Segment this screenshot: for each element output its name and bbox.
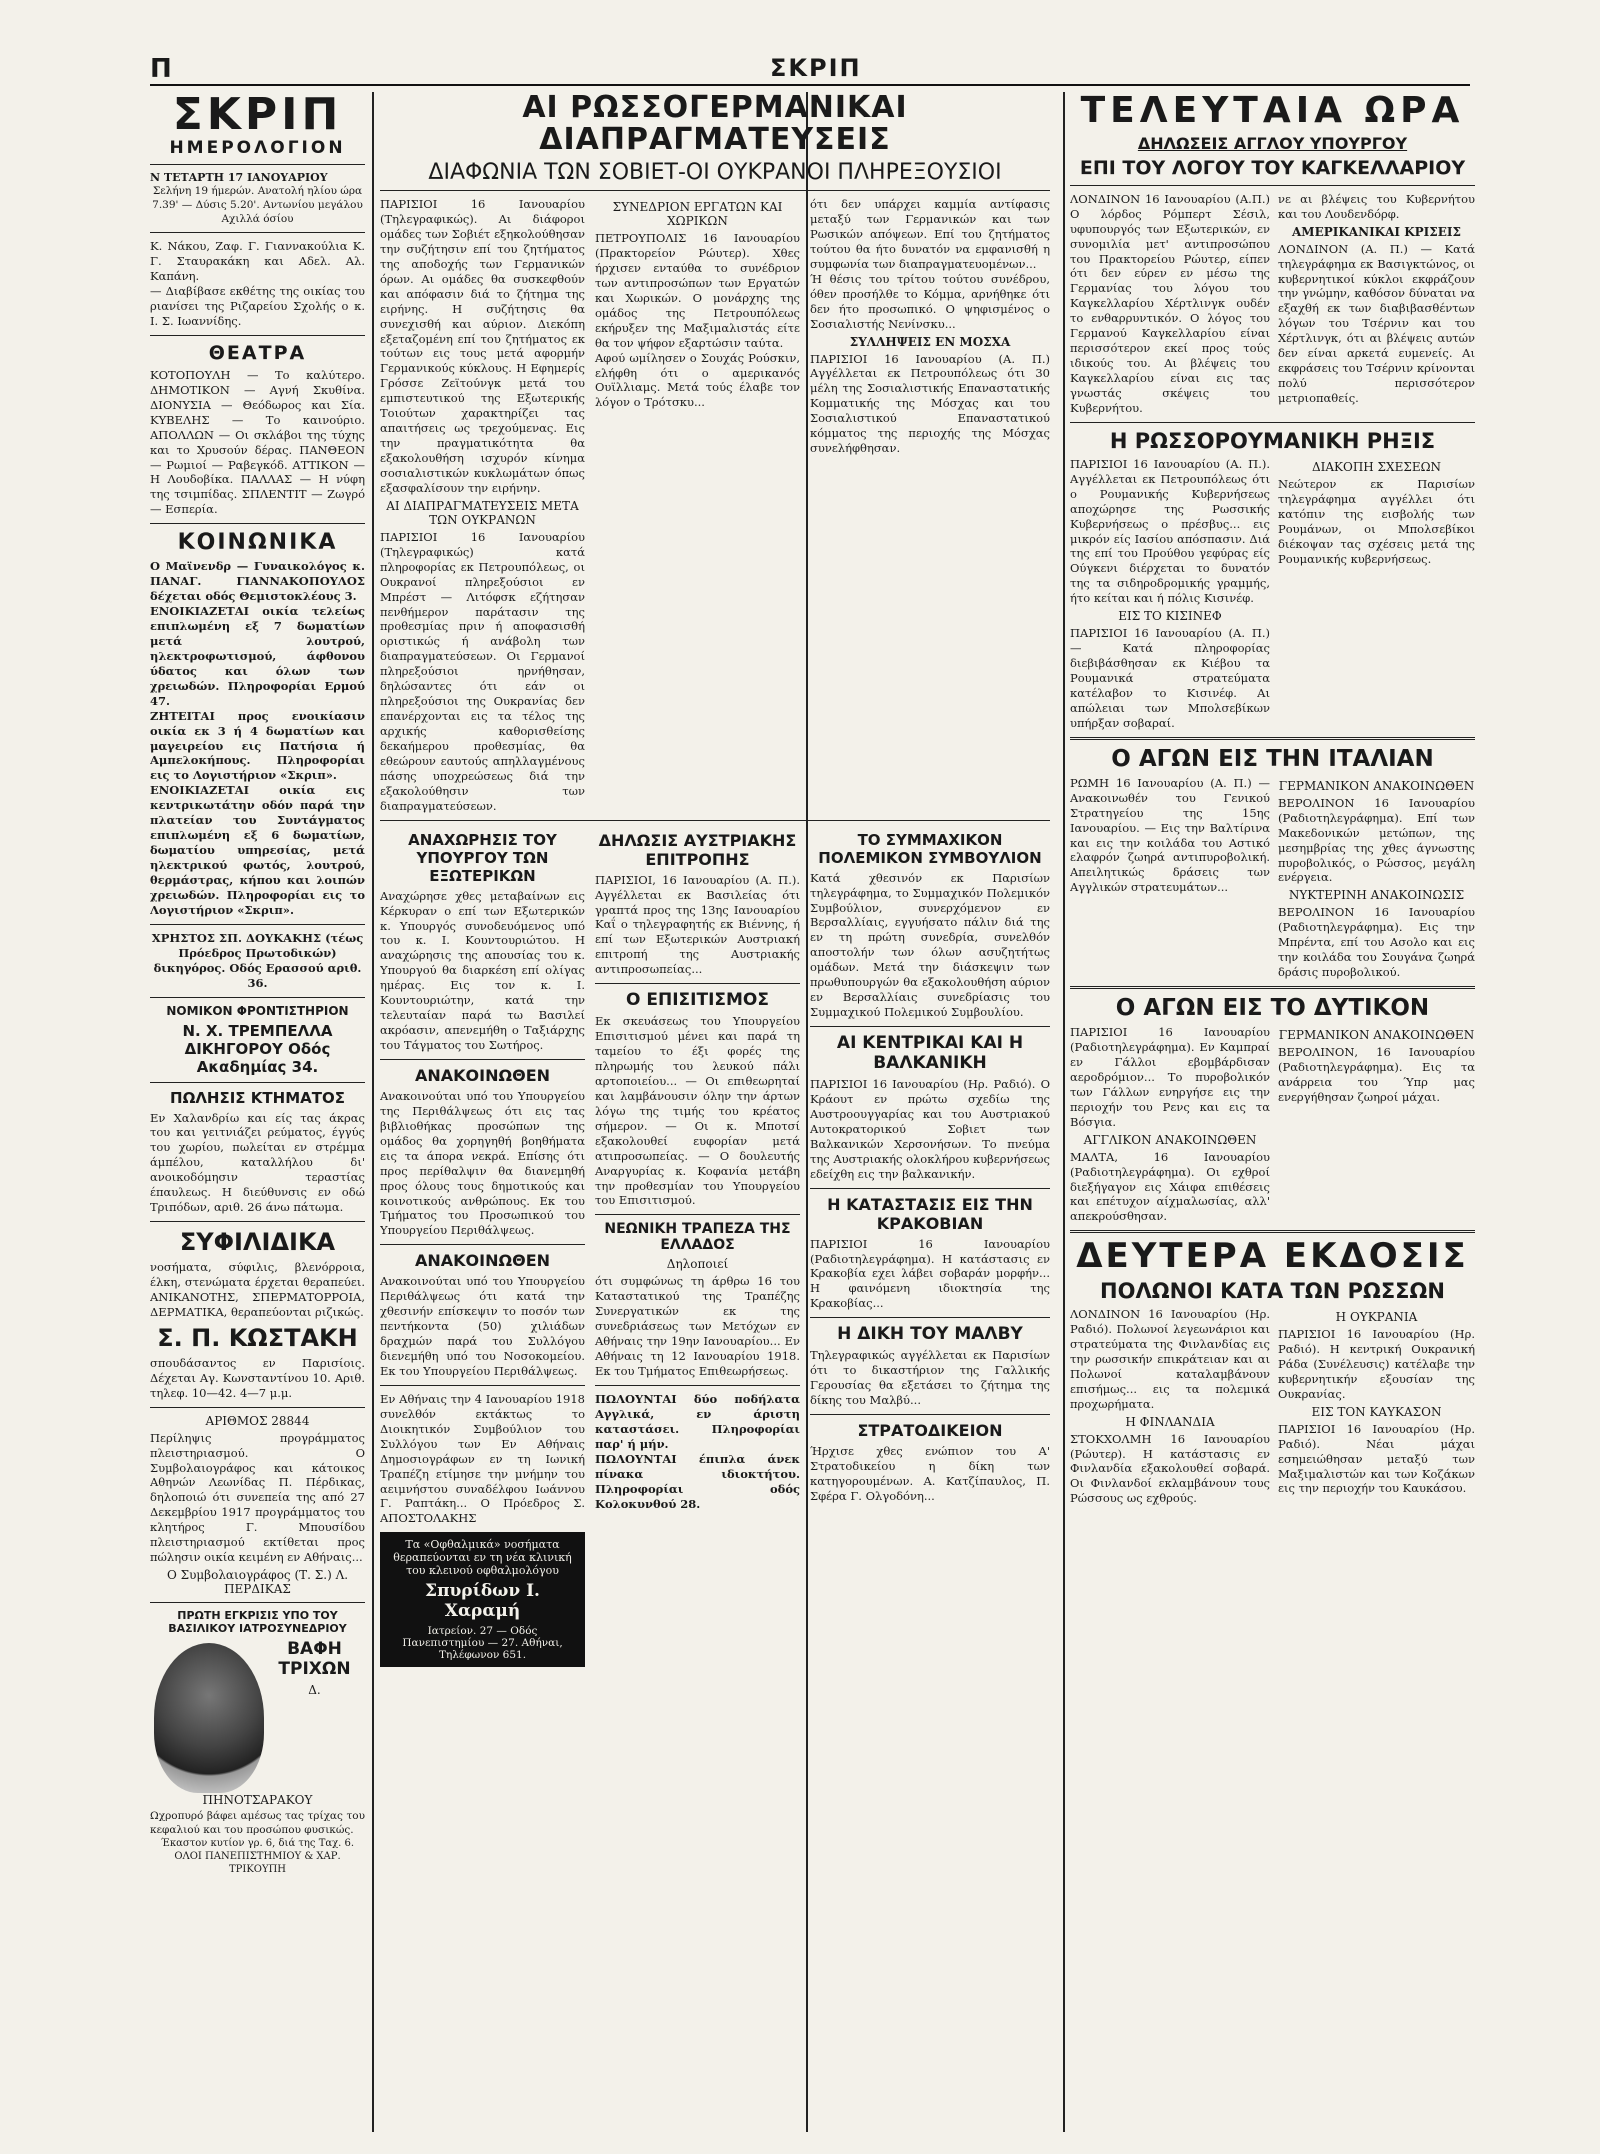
social-text: Ο Μαϊνενδρ — Γυναικολόγος κ. ΠΑΝΑΓ. ΓΙΑΝΝΑΚΟΠΟΥΛΟΣ δέχεται οδός Θεμιστοκλέους 3. xyxy=(150,559,365,604)
notice-number: ΑΡΙΘΜΟΣ 28844 xyxy=(205,1413,310,1428)
eye-clinic-ad xyxy=(380,1532,585,1667)
calendar-title: ΗΜΕΡΟΛΟΓΙΟΝ xyxy=(169,138,346,159)
minister-departure-text: Αναχώρησε χθες μεταβαίνων εις Κέρκυραν ο επί των Εξωτερικών κ. Υπουργός συνοδευόμενος υπό του κ. Ι. Κουντουριώτου. Η αναχώρησις της απουσίας του κ. Υπουργού θα διαρκέση επί ολίγας ημέρας. Εις τον κ. Ι. Κουντουριώτην, κατά την τελευταίαν παρά τω Βασιλεί ακρόασιν, απενεμήθη ο Ταξιάρχης του Τάγματος του Σωτήρος. xyxy=(380,888,585,1053)
column-rule xyxy=(372,92,374,2132)
calendar-date: Ν ΤΕΤΑΡΤΗ 17 ΙΑΝΟΥΑΡΙΟΥ xyxy=(150,171,328,185)
subhead-ukraine: Η ΟΥΚΡΑΝΙΑ xyxy=(1335,1310,1418,1325)
subhead-western-front: Ο ΑΓΩΝ ΕΙΣ ΤΟ ΔΥΤΙΚΟΝ xyxy=(1115,995,1430,1022)
main-subheadline: ΔΙΑΦΩΝΙΑ ΤΩΝ ΣΟΒΙΕΤ-ΟΙ ΟΥΚΡΑΝΟΙ ΠΛΗΡΕΞΟΥΣΙΟΙ xyxy=(428,160,1002,185)
announcement-2-text: Ανακοινούται υπό του Υπουργείου Περιθάλψεως ότι κατά την χθεσινήν επίσκεψιν το ποσόν των πεντήκοντα (50) χιλιάδων δραχμών παρά του Συλλόγου διενεμήθη υπό του Νοσοκομείου. Εκ του Υπουργείου Περιθάλψεως. xyxy=(380,1274,585,1378)
poles-russians-text: ΛΟΝΔΙΝΟΝ 16 Ιανουαρίου (Ηρ. Ραδιό). Πολωνοί λεγεωνάριοι και στρατεύματα της Φινλανδίας εις την ρωσσικήν επικράτειαν και αι Πολωνοί καταλαμβάνουν επισήμως... εις τα πολεμικά προχωρήματα. xyxy=(1070,1307,1270,1411)
german-communique-text: ΒΕΡΟΛΙΝΟΝ 16 Ιανουαρίου (Ραδιοτηλεγράφημα). Επί των Μακεδονικών μετώπων, της μεσημβρίας της χθες άγνωστης πυροβολικός, ο Ρώσσος, μεγάλη ενέργεια. xyxy=(1278,795,1475,885)
dye-name: Δ. ΠΗΝΟΤΣΑΡΑΚΟΥ xyxy=(202,1683,321,1808)
malvy-trial-text: Τηλεγραφικώς αγγέλλεται εκ Παρισίων ότι το δικαστήριον της Γαλλικής Γερουσίας θα εξετάσει το ζήτημα της δίκης του Μαλβύ... xyxy=(810,1348,1050,1408)
bicycles-sale: ΠΩΛΟΥΝΤΑΙ δύο ποδήλατα Αγγλικά, εν άριστη καταστάσει. Πληροφορίαι παρ' ή μήν. xyxy=(595,1391,800,1451)
syph-text: νοσήματα, σύφιλις, βλενόρροια, έλκη, στενώματα έρχεται θεραπεύει. ΑΝΙΚΑΝΟΤΗΣ, ΣΠΕΡΜΑΤΟΡΡΟΙΑ, ΔΕΡΜΑΤΙΚΑ, θεραπεύονται ριζικώς. xyxy=(150,1260,365,1319)
subhead-night-communique: ΝΥΚΤΕΡΙΝΗ ΑΝΑΚΟΙΝΩΣΙΣ xyxy=(1288,888,1465,903)
subhead-italy-front: Ο ΑΓΩΝ ΕΙΣ ΤΗΝ ΙΤΑΛΙΑΝ xyxy=(1111,745,1434,772)
rent-ad-1: ΕΝΟΙΚΙΑΖΕΤΑΙ οικία τελείως επιπλωμένη εξ 7 δωματίων μετά λουτρού, ηλεκτροφωτισμού, άφθονου ύδατος και όλων των χρειωδών. Πληροφορίαι Ερμού 47. xyxy=(150,604,365,708)
caucasus-text: ΠΑΡΙΣΙΟΙ 16 Ιανουαρίου (Ηρ. Ραδιό). Νέαι μάχαι εσημειώθησαν μεταξύ των Μαξιμαλιστών και των Κοζάκων εις την περιοχήν του Καυκάσου. xyxy=(1278,1421,1475,1496)
ukraine-talks-text: ΠΑΡΙΣΙΟΙ 16 Ιανουαρίου (Τηλεγραφικώς) κατά πληροφορίας εκ Πετρουπόλεως, οι Ουκρανοί πληρεξούσιοι εν Μπρέστ — Λιτόφσκ εζήτησαν πενθήμερον παράτασιν της προθεσμίας πριν ή αποφασισθή οριστικώς ή ανάβολη των διαπραγματεύσεων. Οι Γερμανοί πληρεξούσιοι ηρνήθησαν, δηλώσαντες ότι εάν οι πληρεξούσιοι της Ουκρανίας δεν επανέρχονται εις τα τέλος της αρχικής καθορισθείσης δεκαήμερου προθεσμίας, θα εθεώρουν εαυτούς απηλλαγμένους πάσης υποχρεώσεως διά την εξακολούθησιν των διαπραγματεύσεων. xyxy=(380,529,585,813)
main-headline: ΑΙ ΡΩΣΣΟΓΕΡΜΑΝΙΚΑΙ ΔΙΑΠΡΑΓΜΑΤΕΥΣΕΙΣ xyxy=(522,92,908,157)
talks-continued: ότι δεν υπάρχει καμμία αντίφασις μεταξύ των Γερμανικών και των Ρωσικών απόψεων. Επί του ζητήματος τούτου θα ήτο δυνατόν να εμφανισθή η συμφωνία των διαπραγματευομένων... xyxy=(810,197,1050,271)
eye-clinic-title: Τα «Οφθαλμικά» νοσήματα θεραπεύονται εν τη νέα κλινική του κλεινού οφθαλμολόγου xyxy=(393,1538,572,1578)
subhead-german-communique-2: ΓΕΡΜΑΝΙΚΟΝ ΑΝΑΚΟΙΝΩΘΕΝ xyxy=(1278,1028,1475,1043)
ukraine-text: ΠΑΡΙΣΙΟΙ 16 Ιανουαρίου (Ηρ. Ραδιό). Η κεντρική Ουκρανική Ράδα (Συνέλευσις) κατέλαβε την κυβερνητικήν εξουσίαν της Ουκρανίας. xyxy=(1278,1327,1475,1401)
doctor-name: Σ. Π. ΚΩΣΤΑΚΗ xyxy=(157,1323,358,1352)
notice-signature: Ο Συμβολαιογράφος (Τ. Σ.) Λ. ΠΕΡΔΙΚΑΣ xyxy=(166,1568,349,1597)
moscow-arrests-text: ΠΑΡΙΣΙΟΙ 16 Ιανουαρίου (Α. Π.) Αγγέλλεται εκ Πετρουπόλεως ότι 30 μέλη της Σοσιαλιστικής Επαναστατικής Κομματικής της Μόσχας και του Σοσιαλιστικού Επαναστατικού κόμματος της περιοχής της Μόσχας συνελήφθησαν. xyxy=(810,351,1050,456)
subhead-german-communique: ΓΕΡΜΑΝΙΚΟΝ ΑΝΑΚΟΙΝΩΘΕΝ xyxy=(1278,778,1475,793)
dye-head: ΠΡΩΤΗ ΕΓΚΡΙΣΙΣ ΥΠΟ ΤΟΥ ΒΑΣΙΛΙΚΟΥ ΙΑΤΡΟΣΥΝΕΔΡΙΟΥ xyxy=(168,1609,347,1636)
bank-declares: Δηλοποιεί xyxy=(666,1257,729,1272)
pharmacies-text: Κ. Νάκου, Ζαφ. Γ. Γιαννακούλια Κ. Γ. Σταυρακάκη και Αδελ. Αλ. Καπάνη. xyxy=(150,239,365,284)
subhead-ukraine-talks: ΑΙ ΔΙΑΠΡΑΓΜΑΤΕΥΣΕΙΣ ΜΕΤΑ ΤΩΝ ΟΥΚΡΑΝΩΝ xyxy=(386,498,579,527)
furniture-sale: ΠΩΛΟΥΝΤΑΙ έπιπλα άνεκ πίνακα ιδιοκτήτου. Πληροφορίαι οδός Κολοκυνθού 28. xyxy=(595,1451,800,1511)
subhead-bank: ΝΕΩΝΙΚΗ ΤΡΑΠΕΖΑ ΤΗΣ ΕΛΛΑΔΟΣ xyxy=(604,1221,791,1254)
subhead-american-crises: ΑΜΕΡΙΚΑΝΙΚΑΙ ΚΡΙΣΕΙΣ xyxy=(1291,224,1462,239)
woman-portrait-image xyxy=(154,1643,264,1793)
subhead-break-relations: ΔΙΑΚΟΠΗ ΣΧΕΣΕΩΝ xyxy=(1311,459,1442,474)
page-letter: Π xyxy=(150,54,172,84)
eye-clinic-address: Ιατρείον. 27 — Οδός Πανεπιστημίου — 27. Αθήναι, Τηλέφωνον 651. xyxy=(402,1625,563,1662)
pharmacies-note: — Διαβίβασε εκθέτης της οικίας του ριανίσει της Ριζαρείου Σχολής ο κ. Ι. Σ. Ιωαννίδης. xyxy=(150,284,365,328)
journalists-notice: Εν Αθήναις την 4 Ιανουαρίου 1918 συνελθόν εκτάκτως το Διοικητικόν Συμβούλιον του Συλλόγου των Εν Αθήναις Δημοσιογράφων εν τη Ιωνική Τραπέζη ετίμησε την μνήμην του αειμνήστου συναδέλφου Ιωάννου Γ. Ραπτάκη... Ο Πρόεδρος Σ. ΑΠΟΣΤΟΛΑΚΗΣ xyxy=(380,1391,585,1526)
lead-article: ΠΑΡΙΣΙΟΙ 16 Ιανουαρίου (Τηλεγραφικώς). Αι διάφοροι ομάδες των Σοβιέτ εξηκολούθησαν την συζήτησιν επί του ζητήματος της αποδοχής των Γερμανικών όρων. Αι ομάδες θα συσκεφθούν και απόφασιν διά το ζήτημα της ειρήνης. Η συζήτησις θα συνεχισθή και αύριον. Διεκόπη εξεταζομένη επί του ζητήματος εκ τούτων εις τους μετά αφορμήν Γερμανικούς κύκλους. Η Εφημερίς Γρόσσε Ζεϊτούνγκ μετά του εμπιστευτικού της Εξωτερικής Τοιούτων χαρακτηρίζει τας απαιτήσεις ως τρεχούμενας. Εις την πραγματικότητα θα εξακολουθήση ισχυρόν κίνημα σοσιαλιστικών κυκλωμάτων όπως εξασφαλίσουν την ειρήνην. xyxy=(380,197,585,495)
subhead-english-minister: ΔΗΛΩΣΕΙΣ ΑΓΓΛΟΥ ΥΠΟΥΡΓΟΥ xyxy=(1137,133,1408,153)
sale-text: Εν Χαλανδρίω και είς τας άκρας του και γειτνιάζει ρεύματος, έγγύς του χωρίου, πωλείται εν στρέμμα άμπέλου, καταλλήλου δι' ανοικοδόμησιν τεραστίας έπαυλεως. Η διεύθυνσις εν οδώ Τριπόδων, αριθ. 26 άνω πάτωμα. xyxy=(150,1110,365,1215)
social-heading: ΚΟΙΝΩΝΙΚΑ xyxy=(177,530,338,556)
subhead-caucasus: ΕΙΣ ΤΟΝ ΚΑΥΚΑΣΟΝ xyxy=(1311,1404,1442,1419)
english-communique-text: ΜΑΛΤΑ, 16 Ιανουαρίου (Ραδιοτηλεγράφημα). Οι εχθροί διεξήγαγον εις Χάιφα επιθέσεις και επέτυχον αίχμαλωσίας, αλλ' απεκρούσθησαν. xyxy=(1070,1149,1270,1224)
subhead-malvy-trial: Η ΔΙΚΗ ΤΟΥ ΜΑΛΒΥ xyxy=(837,1324,1023,1345)
rent-ad-2: ΖΗΤΕΙΤΑΙ προς ενοικίασιν οικία εκ 3 ή 4 δωματίων και μαγειρείου εις Πατήσια ή Αμπελοκήπους. Πληροφορίαι εις το Λογιστήριον «Σκριπ». xyxy=(150,708,365,783)
italy-front-text: ΡΩΜΗ 16 Ιανουαρίου (Α. Π.) — Ανακοινωθέν του Γενικού Στρατηγείου της 15ης Ιανουαρίου. — Εις την Βαλτίρινα και εις την κοιλάδα του Αστικό ελαφρόν ζωηρά αντιπυροβολική. Απειλητικώς δράσεις των Αγγλικών στρατευμάτων... xyxy=(1070,775,1270,895)
supply-text: Εκ σκευάσεως του Υπουργείου Επισιτισμού μένει και παρά τη ταμείου το έξι φορές της πληρωμής του λευκού πάλι αρτοποιείου... — Οι επιθεωρηταί και λαμβάνουσιν όλην την άρτων λόγω της τιμής του κρέατος σήμερον. — Οι κ. Μποτσί εξακολουθεί ευφορίαν μετά ατιπροσωπείας. — Ο δουλευτής Αναργυρίας κ. Κοφανία μετάβη την προθεσμίαν του Υπουργείου του Επισιτισμού. xyxy=(595,1014,800,1208)
cecil-statement: ΛΟΝΔΙΝΟΝ 16 Ιανουαρίου (Α.Π.) Ο λόρδος Ρόμπερτ Σέσιλ, υφυπουργός των Εξωτερικών, εν συνομιλία μετ' αντιπροσώπου του Πρακτορείου Ρώυτερ, είπεν ότι δεν εύρεν εν μέσω της Γερμανίας του λόγου του Καγκελλαρίου Χέρτλινγκ ουδέν το ενθαρρυντικόν. Ο λόγος του Γερμανού Καγκελλαρίου είναι περισσότερον εκεί προς τούς ιδικούς του. Αι βλέψεις του Καγκελλαρίου είναι εις τας γνωστάς σκέψεις του Κυβερνήτου. xyxy=(1070,191,1270,415)
subhead-announcement-2: ΑΝΑΚΟΙΝΩΘΕΝ xyxy=(414,1251,551,1271)
lawyer-ad-2-title: ΝΟΜΙΚΟΝ ΦΡΟΝΤΙΣΤΗΡΙΟΝ xyxy=(166,1003,349,1018)
subhead-court-martial: ΣΤΡΑΤΟΔΙΚΕΙΟΝ xyxy=(857,1421,1003,1441)
break-relations-text: Νεώτερον εκ Παρισίων τηλεγράφημα αγγέλλει ότι κατόπιν της εισβολής των Ρουμάνων, οι Μπολσεβίκοι διέκοψαν τας σχέσεις μετά της Ρουμανικής κυβερνήσεως. xyxy=(1278,476,1475,566)
workers-congress-text: ΠΕΤΡΟΥΠΟΛΙΣ 16 Ιανουαρίου (Πρακτορείον Ρώυτερ). Χθες ήρχισεν ενταύθα το συνέδριον των αντιπροσώπων των Εργατών και Χωρικών. Ο μονάρχης της ομάδος της Πετρουπόλεως εκήρυξεν της Μαξιμαλιστάς είτε θα τον ψήφον εξαρτώσιν ταύτα. xyxy=(595,231,800,350)
war-council-text: Κατά χθεσινόν εκ Παρισίων τηλεγράφημα, το Συμμαχικόν Πολεμικόν Συμβούλιον, συνερχόμενον εν Βερσαλλίαις, εγγυήσατο πάλιν διά της εν τη πρώτη συνεδρία, συνελθόν αποστολήν των όλων ασυζητήτως ομάδων. Μετά την διάσκεψιν των πρωθυπουργών θα εξακολουθήση αύριον εν Βερσαλλίαις συνεδρίασις του Συμμαχικού Πολεμικού Συμβουλίου. xyxy=(810,870,1050,1020)
balkans-text: ΠΑΡΙΣΙΟΙ 16 Ιανουαρίου (Ηρ. Ραδιό). Ο Κράουτ εν πρώτω σχεδίω της Αυστροουγγαρίας και του Αυστριακού Αυτοκρατορικού Σοβιετ των Βαλκανικών Χερσονήσων. Το πνεύμα της Αυστριακής ολοκλήρου κυβερνήσεως εδείχθη εις την βαλκανικήν. xyxy=(810,1077,1050,1181)
court-martial-text: Ήρχισε χθες ενώπιον του Α' Στρατοδικείου η δίκη των κατηγορουμένων. Α. Κατζίπαυλος, Π. Σφέρα Γ. Ολγοδόνη... xyxy=(810,1444,1050,1503)
eye-clinic-doctor: Σπυρίδων Ι. Χαραμή xyxy=(425,1581,540,1622)
syph-title: ΣΥΦΙΛΙΔΙΚΑ xyxy=(179,1228,336,1257)
column-rule xyxy=(1063,92,1065,2132)
american-crises-text: ΛΟΝΔΙΝΟΝ (Α. Π.) — Κατά τηλεγράφημα εκ Βασιγκτώνος, οι κυβερνητικοί κύκλοι εκφράζουν την γνώμην, καθόσον δύναται να εξαχθή εκ των διαβιβασθέντων λόγων του Τσέρνιν και του Χέρτλινγκ, ότι αι βλέψεις αυτών δεν είναι αρκετά ευμενείς. Αι εκφράσεις του Τσέρνιν κρίνονται πολύ περισσότερον μετριοπαθείς. xyxy=(1278,241,1475,406)
subhead-announcement-1: ΑΝΑΚΟΙΝΩΘΕΝ xyxy=(414,1065,551,1085)
left-column xyxy=(150,92,365,2132)
last-hour-headline: ΤΕΛΕΥΤΑΙΑ ΩΡΑ xyxy=(1080,92,1465,131)
talks-continued-2: Ή θέσις του τρίτου τούτου συνέδρου, όθεν προσήλθε το Κόμμα, αρνήθηκε ότι δεν ήτο προσωπικό. Ο ψηφισμένος ο Σοσιαλιστής Νενίνσκυ... xyxy=(810,271,1050,331)
subhead-supply: Ο ΕΠΙΣΙΤΙΣΜΟΣ xyxy=(626,990,769,1011)
subhead-chancellor-speech: ΕΠΙ ΤΟΥ ΛΟΓΟΥ ΤΟΥ ΚΑΓΚΕΛΛΑΡΙΟΥ xyxy=(1079,156,1466,179)
center-column xyxy=(380,92,1050,2132)
subhead-moscow-arrests: ΣΥΛΛΗΨΕΙΣ ΕΝ ΜΟΣΧΑ xyxy=(849,334,1011,349)
bank-text: ότι συμφώνως τη άρθρω 16 του Καταστατικού της Τραπέζης Συνεργατικών εκ της συνεδριάσεως των Μετόχων εν Αθήναις την 19ην Ιανουαρίου... Εν Αθήναις τη 12 Ιανουαρίου 1918. Εκ του Τμήματος Επιθεωρήσεως. xyxy=(595,1274,800,1379)
subhead-finland: Η ΦΙΝΛΑΝΔΙΑ xyxy=(1125,1414,1215,1429)
night-communique-text: ΒΕΡΟΛΙΝΟΝ 16 Ιανουαρίου (Ραδιοτηλεγράφημα). Εις την Μπρέντα, επί του Ασολο και εις την κοιλάδα του Σουγάνα ζωηρά δράσις πυροβολικού. xyxy=(1278,905,1475,980)
workers-congress-cont: Αφού ωμίλησεν ο Σουχάς Ρούσκιν, ελήφθη ότι ο αμερικανός Ουϊλλιαμς. Μετά τούς έλαβε τον λόγον ο Τρότσκυ... xyxy=(595,350,800,410)
sale-title: ΠΩΛΗΣΙΣ ΚΤΗΜΑΤΟΣ xyxy=(170,1088,345,1107)
lawyer-ad-2: Ν. Χ. ΤΡΕΜΠΕΛΛΑ ΔΙΚΗΓΟΡΟΥ Οδός Ακαδημίας 34. xyxy=(182,1021,333,1076)
subhead-romania-rupture: Η ΡΩΣΣΟΡΟΥΜΑΝΙΚΗ ΡΗΞΙΣ xyxy=(1109,428,1436,453)
western-front-text: ΠΑΡΙΣΙΟΙ 16 Ιανουαρίου (Ραδιοτηλεγράφημα). Εν Καμπραί εν Γάλλοι εβομβάρδισαν αεροδρόμιον... Το πυροβολικόν των Γάλλων ενηργήσε εις την περιοχήν του Ρενς και εις τα Βόσγια. xyxy=(1070,1025,1270,1129)
subhead-kishinev: ΕΙΣ ΤΟ ΚΙΣΙΝΕΦ xyxy=(1118,609,1222,624)
subhead-minister-departure: ΑΝΑΧΩΡΗΣΙΣ ΤΟΥ ΥΠΟΥΡΓΟΥ ΤΩΝ ΕΞΩΤΕΡΙΚΩΝ xyxy=(408,830,557,885)
page-header xyxy=(150,52,1470,86)
doctor-address: σπουδάσαντος εν Παρισίοις. Δέχεται Αγ. Κωνσταντίνου 10. Αριθ. τηλεφ. 10—42. 4—7 μ.μ. xyxy=(150,1355,365,1400)
subhead-poles-russians: ΠΟΛΩΝΟΙ ΚΑΤΑ ΤΩΝ ΡΩΣΣΩΝ xyxy=(1100,1279,1445,1304)
notice-text: Περίληψις προγράμματος πλειστηριασμού. Ο Συμβολαιογράφος και κάτοικος Αθηνών Λεωνίδας Π. Πέρδικας, δηλοποιώ ότι συνεπεία της από 27 Δεκεμβρίου 1917 προγράμματος του κλητήρος Γ. Μπουσίδου πλειστηριασμού εκτίθεται προς πώλησιν οικία κειμένη εν Αθήναις... xyxy=(150,1430,365,1565)
lawyer-ad-1: ΧΡΗΣΤΟΣ ΣΠ. ΔΟΥΚΑΚΗΣ (τέως Πρόεδρος Πρωτοδικών) δικηγόρος. Οδός Ερασσού αριθ. 36. xyxy=(151,930,364,990)
rent-ad-3: ΕΝΟΙΚΙΑΖΕΤΑΙ οικία εις κεντρικωτάτην οδόν παρά την πλατείαν του Συντάγματος επιπλωμένη εξ 6 δωματίων, δωματίου υπηρεσίας, μετά ηλεκτρικού φωτός, λουτρού, θερμάστρας, κήπου και λοιπών χρειωδών. Πληροφορίαι εις το Λογιστήριον «Σκριπ». xyxy=(150,783,365,917)
announcement-1-text: Ανακοινούται υπό του Υπουργείου της Περιθάλψεως ότι εις τας βιβλιοθήκας προσώπων της ομάδος θα χορηγηθή βοηθήματα εις τα άπορα νεκρά. Επίσης ότι προς περίθαλψιν θα διανεμηθή προς όλους τους δημοτικούς και κοινοτικούς ανθρώπους. Εκ του Τμήματος του Προσωπικού του Υπουργείου Περιθάλψεως. xyxy=(380,1088,585,1238)
theatres-list: ΚΟΤΟΠΟΥΛΗ — Το καλύτερο. ΔΗΜΟΤΙΚΟΝ — Αγνή Σκυθίνα. ΔΙΟΝΥΣΙΑ — Θεόδωρος και Σία. ΚΥΒΕΛΗΣ — Το καινούριο. ΑΠΟΛΛΩΝ — Οι σκλάβοι της τύχης και το Χρυσούν δέρας. ΠΑΝΘΕΟΝ — Ρωμιοί — Ραβεγκόδ. ΑΤΤΙΚΟΝ — Η Λουδοβίκα. ΠΑΛΛΑΣ — Η νύφη της τσιμπίδας. ΣΠΛΕΝΤΙΤ — Ζωγρό — Εσπερία. xyxy=(150,367,365,517)
right-column xyxy=(1070,92,1475,2132)
subhead-workers-congress: ΣΥΝΕΔΡΙΟΝ ΕΡΓΑΤΩΝ ΚΑΙ ΧΩΡΙΚΩΝ xyxy=(612,200,783,229)
dye-title: ΒΑΦΗ ΤΡΙΧΩΝ xyxy=(278,1639,351,1680)
second-edition-headline: ΔΕΥΤΕΡΑ ΕΚΔΟΣΙΣ xyxy=(1076,1236,1469,1277)
subhead-balkans: ΑΙ ΚΕΝΤΡΙΚΑΙ ΚΑΙ Η ΒΑΛΚΑΝΙΚΗ xyxy=(836,1033,1024,1074)
masthead: ΣΚΡΙΠ xyxy=(770,54,862,82)
german-communique-2-text: ΒΕΡΟΛΙΝΟΝ, 16 Ιανουαρίου (Ραδιοτηλεγράφημα). Εις τα ανάρρεια του Ύπρ μας ενεργήθησαν ζωηροί μάχαι. xyxy=(1278,1045,1475,1104)
dye-footer: Έκαστον κυτίον γρ. 6, διά της Ταχ. 6. ΟΛΟΙ ΠΑΝΕΠΙΣΤΗΜΙΟΥ & ΧΑΡ. ΤΡΙΚΟΥΠΗ xyxy=(160,1838,355,1876)
calendar-logo: ΣΚΡΙΠ xyxy=(172,92,343,140)
austrian-commission-text: ΠΑΡΙΣΙΟΙ, 16 Ιανουαρίου (Α. Π.). Αγγέλλεται εκ Βασιλείας ότι γραπτά προς της 13ης Ιανουαρίου Καΐ ο τηλεγραφητής εκ Βιέννης, ή επί των Εξωτερικών Αυστριακή επιτροπή της Αυστριακής αντιπροσωπείας... xyxy=(595,872,800,977)
dye-text: Ωχροπυρό βάφει αμέσως τας τρίχας του κεφαλιού και του προσώπου φυσικώς. xyxy=(150,1810,365,1836)
subhead-krakow: Η ΚΑΤΑΣΤΑΣΙΣ ΕΙΣ ΤΗΝ ΚΡΑΚΟΒΙΑΝ xyxy=(827,1194,1033,1233)
subhead-english-communique: ΑΓΓΛΙΚΟΝ ΑΝΑΚΟΙΝΩΘΕΝ xyxy=(1083,1132,1257,1147)
romania-rupture-text: ΠΑΡΙΣΙΟΙ 16 Ιανουαρίου (Α. Π.). Αγγέλλεται εκ Πετρουπόλεως ότι ο Ρουμανικής Κυβερνήσεως αποχώρησε της Ρωσσικής Κυβερνήσεως ο πρέσβυς... εις μικρόν είς Ιασίου απόσπασιν. Διά της επί του Προύθου γεφύρας είς Ούγκενι διέρχεται το δυνατόν της τα σιδηροδρομικής γραμμής, ήτο κείται και ή πόλις Κισινέφ. xyxy=(1070,456,1270,606)
subhead-war-council: ΤΟ ΣΥΜΜΑΧΙΚΟΝ ΠΟΛΕΜΙΚΟΝ ΣΥΜΒΟΥΛΙΟΝ xyxy=(818,830,1042,867)
calendar-text: Σελήνη 19 ήμερών. Ανατολή ηλίου ώρα 7.39' — Δύσις 5.20'. Αντωνίου μεγάλου Αχιλλά όσίου xyxy=(152,185,363,225)
krakow-text: ΠΑΡΙΣΙΟΙ 16 Ιανουαρίου (Ραδιοτηλεγράφημα). Η κατάστασις εν Κρακοβία εχει λάβει σοβαράν μορφήν... Η φαινόμενη ιδιοκτησία της Κρακοβίας... xyxy=(810,1236,1050,1311)
subhead-austrian-commission: ΔΗΛΩΣΙΣ ΑΥΣΤΡΙΑΚΗΣ ΕΠΙΤΡΟΠΗΣ xyxy=(598,830,797,869)
cecil-continued: νε αι βλέψεις του Κυβερνήτου και του Λουδενδόρφ. xyxy=(1278,191,1475,221)
theatres-heading: ΘΕΑΤΡΑ xyxy=(208,341,307,364)
finland-text: ΣΤΟΚΧΟΛΜΗ 16 Ιανουαρίου (Ρώυτερ). Η κατάστασις εν Φινλανδία εξακολουθεί σοβαρά. Οι Φινλανδοί εκλαμβάνουν τους Ρώσσους ως εχθρούς. xyxy=(1070,1431,1270,1506)
kishinev-text: ΠΑΡΙΣΙΟΙ 16 Ιανουαρίου (Α. Π.) — Κατά πληροφορίας διεβιβάσθησαν εκ Κιέβου τα Ρουμανικά στρατεύματα κατέλαβον το Κισινέφ. Αι απώλειαι των Μπολσεβίκων υπήρξαν σοβαραί. xyxy=(1070,626,1270,730)
